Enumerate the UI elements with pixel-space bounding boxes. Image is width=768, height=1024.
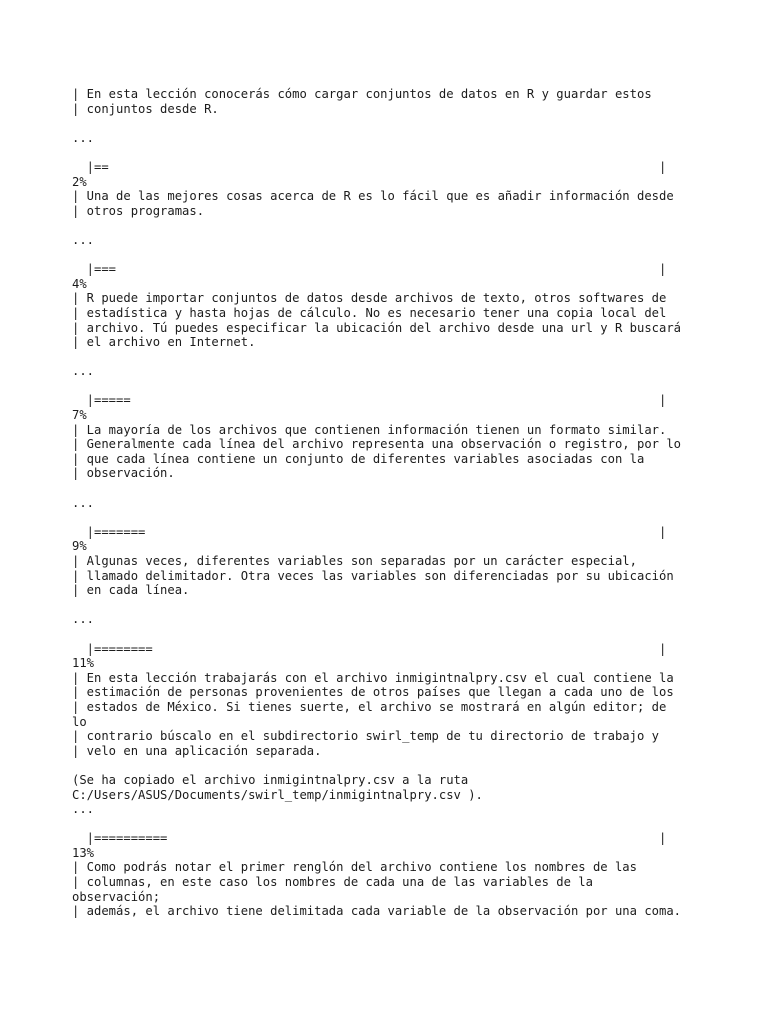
progress-bar-fill: |== (72, 159, 109, 174)
progress-bar-fill: |========== (72, 831, 168, 846)
progress-bar-fill: |======== (72, 641, 153, 656)
lesson-text-line: | R puede importar conjuntos de datos desde archivos de texto, otros softwares de (72, 291, 667, 306)
progress-bar (72, 642, 752, 657)
progress-bar (72, 525, 752, 540)
blank-line (72, 248, 752, 263)
lesson-text-line: | conjuntos desde R. (72, 101, 219, 116)
progress-bar (72, 393, 752, 408)
blank-line (72, 758, 752, 773)
lesson-text-line: | Como podrás notar el primer renglón del archivo contiene los nombres de las (72, 860, 637, 875)
lesson-text-line: | en cada línea. (72, 583, 190, 598)
lesson-text-line: | llamado delimitador. Otra veces las variables son diferenciadas por su ubicación (72, 568, 674, 583)
progress-percent: 2% (72, 174, 87, 189)
lesson-text-line: lo (72, 714, 87, 729)
progress-bar-end: | (659, 393, 667, 408)
continue-prompt: ... (72, 495, 95, 510)
lesson-text-line: | estadística y hasta hojas de cálculo. No es necesario tener una copia local del (72, 305, 667, 320)
lesson-text-line: | el archivo en Internet. (72, 335, 256, 350)
progress-bar-end: | (659, 159, 667, 174)
lesson-text-line: | que cada línea contiene un conjunto de diferentes variables asociadas con la (72, 451, 645, 466)
progress-bar-fill: |===== (72, 393, 131, 408)
progress-bar-end: | (659, 641, 667, 656)
progress-bar (72, 160, 752, 175)
lesson-text-line: | En esta lección trabajarás con el archivo inmigintnalpry.csv el cual contiene la (72, 670, 674, 685)
blank-line (72, 627, 752, 642)
lesson-text-line: | En esta lección conocerás cómo cargar conjuntos de datos en R y guardar estos (72, 87, 652, 101)
progress-bar (72, 831, 752, 846)
lesson-text-line: | estados de México. Si tienes suerte, el archivo se mostrará en algún editor; de (72, 699, 667, 714)
progress-bar-end: | (659, 524, 667, 539)
lesson-text-line: | además, el archivo tiene delimitada cada variable de la observación por una coma. (72, 904, 682, 919)
progress-percent: 13% (72, 845, 95, 860)
lesson-text-line: observación; (72, 889, 161, 904)
blank-line (72, 145, 752, 160)
lesson-text-line: | velo en una aplicación separada. (72, 743, 322, 758)
lesson-text-line: | Generalmente cada línea del archivo representa una observación o registro, por lo (72, 437, 682, 452)
lesson-text-line: | Una de las mejores cosas acerca de R es lo fácil que es añadir información desde (72, 189, 674, 204)
lesson-text-line: | estimación de personas provenientes de otros países que llegan a cada uno de los (72, 685, 674, 700)
lesson-text-line: | columnas, en este caso los nombres de cada una de las variables de la (72, 875, 593, 890)
lesson-text-line: C:/Users/ASUS/Documents/swirl_temp/inmigintnalpry.csv ). (72, 787, 483, 802)
progress-bar-end: | (659, 831, 667, 846)
blank-line (72, 510, 752, 525)
lesson-text-line: | La mayoría de los archivos que contienen información tienen un formato similar. (72, 422, 667, 437)
continue-prompt: ... (72, 364, 95, 379)
progress-bar-fill: |======= (72, 524, 146, 539)
progress-bar-fill: |=== (72, 262, 117, 277)
blank-line (72, 379, 752, 394)
continue-prompt: ... (72, 130, 95, 145)
console-output (72, 87, 752, 919)
lesson-text-line: | Algunas veces, diferentes variables son separadas por un carácter especial, (72, 554, 637, 568)
blank-line (72, 116, 752, 131)
lesson-text-line: | observación. (72, 466, 175, 481)
blank-line (72, 817, 752, 832)
progress-bar (72, 262, 752, 277)
continue-prompt: ... (72, 612, 95, 627)
lesson-text-line: | archivo. Tú puedes especificar la ubicación del archivo desde una url y R buscará (72, 320, 682, 335)
continue-prompt: ... (72, 232, 95, 247)
lesson-text-line: (Se ha copiado el archivo inmigintnalpry.csv a la ruta (72, 772, 469, 787)
lesson-text-line: | contrario búscalo en el subdirectorio swirl_temp de tu directorio de trabajo y (72, 729, 659, 744)
progress-percent: 11% (72, 656, 95, 671)
lesson-text-line: | otros programas. (72, 203, 205, 218)
blank-line (72, 481, 752, 496)
progress-percent: 4% (72, 276, 87, 291)
progress-bar-end: | (659, 262, 667, 277)
blank-line (72, 350, 752, 365)
progress-percent: 7% (72, 408, 87, 423)
blank-line (72, 598, 752, 613)
progress-percent: 9% (72, 539, 87, 554)
blank-line (72, 218, 752, 233)
continue-prompt: ... (72, 802, 95, 817)
